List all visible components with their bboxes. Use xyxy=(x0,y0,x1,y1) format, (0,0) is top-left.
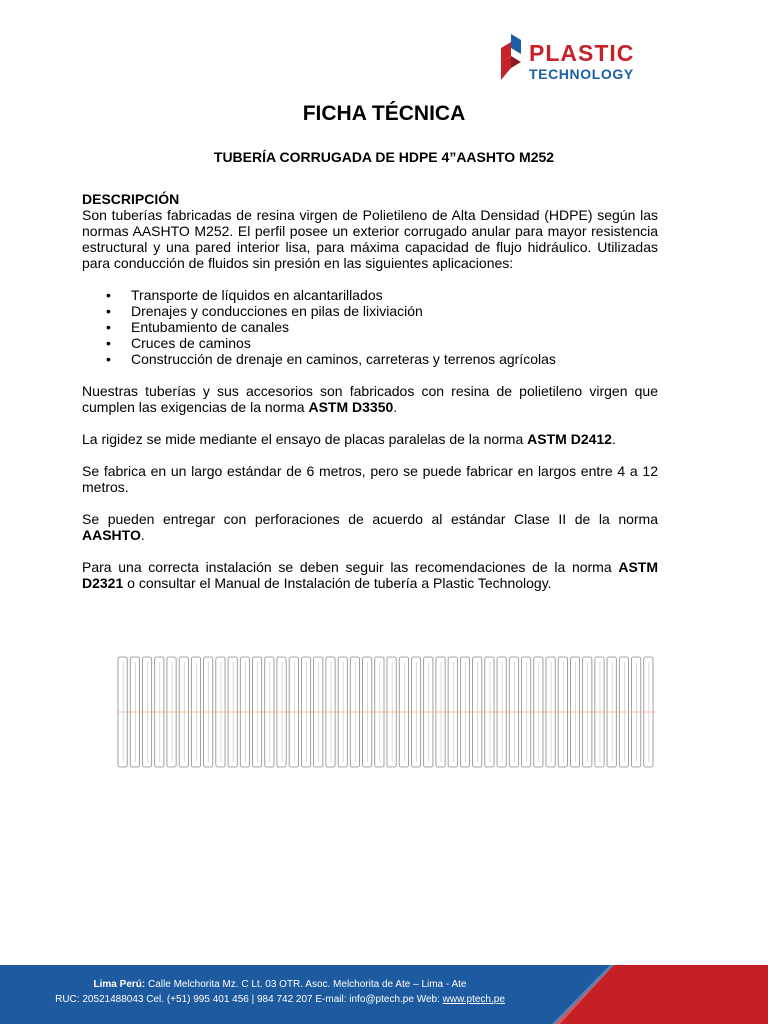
length-paragraph: Se fabrica en un largo estándar de 6 metros, pero se puede fabricar en largos entre 4 a 12 metros. xyxy=(82,463,658,495)
paragraph-text: Se pueden entregar con perforaciones de acuerdo al estándar Clase II de la norma xyxy=(82,511,658,527)
standard-astm-d2412: ASTM D2412 xyxy=(527,431,612,447)
perforation-paragraph xyxy=(82,511,658,543)
list-item: • Transporte de líquidos en alcantarillados xyxy=(82,287,658,303)
company-logo xyxy=(497,32,687,84)
footer-contact xyxy=(0,977,560,1007)
paragraph-text: . xyxy=(393,399,398,415)
website-link[interactable]: www.ptech.pe xyxy=(442,994,505,1005)
footer-location-label: Lima Perú: xyxy=(93,979,146,990)
list-item: • Drenajes y conducciones en pilas de lixiviación xyxy=(82,303,658,319)
rigidity-paragraph xyxy=(82,431,658,447)
corrugated-pipe-drawing xyxy=(117,656,655,768)
footer-contact-details: RUC: 20521488043 Cel. (+51) 995 401 456 | 984 742 207 E-mail: info@ptech.pe Web: xyxy=(55,994,443,1005)
paragraph-text: . xyxy=(140,527,145,543)
list-item: • Construcción de drenaje en caminos, carreteras y terrenos agrícolas xyxy=(82,351,658,367)
list-item: • Entubamiento de canales xyxy=(82,319,658,335)
paragraph-text: La rigidez se mide mediante el ensayo de placas paralelas de la norma xyxy=(82,431,528,447)
description-heading: DESCRIPCIÓN xyxy=(82,191,180,207)
document-body xyxy=(82,191,658,591)
standard-aashto: AASHTO xyxy=(82,527,141,543)
standard-astm-d2321: ASTM D2321 xyxy=(82,559,658,591)
logo-text-technology: TECHNOLOGY xyxy=(529,66,634,82)
footer-address: Calle Melchorita Mz. C Lt. 03 OTR. Asoc. Melchorita de Ate – Lima - Ate xyxy=(145,979,467,990)
standard-astm-d3350: ASTM D3350 xyxy=(308,399,394,415)
logo-text-plastic: PLASTIC xyxy=(529,40,635,66)
description-intro: Son tuberías fabricadas de resina virgen de Polietileno de Alta Densidad (HDPE) según las normas AASHTO M252. El perfil posee un exterior corrugado anular para mayor resistencia estructural y una pared interior lisa, para máxima capacidad de flujo hidráulico. Utilizadas para conducción de fluidos sin presión en las siguientes aplicaciones: xyxy=(82,207,658,271)
paragraph-text: Para una correcta instalación se deben seguir las recomendaciones de la norma xyxy=(82,559,619,575)
product-subtitle: TUBERÍA CORRUGADA DE HDPE 4”AASHTO M252 xyxy=(213,149,555,165)
footer-contact-line xyxy=(0,992,560,1007)
logo-mark-icon xyxy=(497,32,527,84)
page-title: FICHA TÉCNICA xyxy=(302,102,466,125)
applications-list xyxy=(82,287,658,367)
paragraph-text: Nuestras tuberías y sus accesorios son fabricados con resina de polietileno virgen que cumplen las exigencias de la norma xyxy=(82,383,658,415)
installation-paragraph xyxy=(82,559,658,591)
resin-paragraph xyxy=(82,383,658,415)
footer-address-line xyxy=(0,977,560,992)
paragraph-text: . xyxy=(611,431,616,447)
paragraph-text: o consultar el Manual de Instalación de tubería a Plastic Technology. xyxy=(123,575,552,591)
list-item: • Cruces de caminos xyxy=(82,335,658,351)
